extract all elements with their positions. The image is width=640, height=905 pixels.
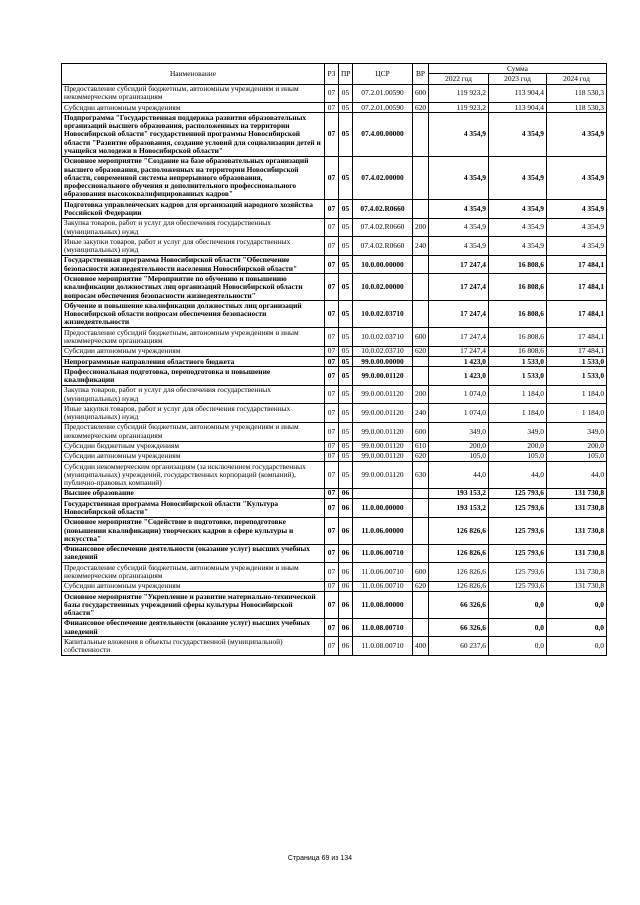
row-2024-cell: 4 354,9	[547, 237, 607, 256]
row-2023-cell: 16 808,6	[489, 274, 547, 301]
row-csr-cell: 07.4.02.00000	[353, 156, 413, 199]
row-vr-cell	[413, 200, 429, 219]
table-row	[62, 563, 607, 582]
row-pr-cell: 05	[339, 422, 353, 441]
row-csr-cell: 99.0.00.01120	[353, 422, 413, 441]
table-header	[62, 64, 607, 85]
row-vr-cell	[413, 255, 429, 274]
page-number: Страница 69 из 134	[287, 855, 353, 862]
row-2022-cell: 17 247,4	[429, 301, 489, 328]
row-2024-cell: 1 533,0	[547, 367, 607, 386]
row-2023-cell: 16 808,6	[489, 346, 547, 356]
row-pr-cell: 05	[339, 84, 353, 103]
row-name-cell: Основное мероприятие "Содействие в подготовке, переподготовке (повышении квалификации) творческих кадров в сфере культуры и искусства"	[62, 517, 325, 544]
row-csr-cell: 11.0.08.00710	[353, 637, 413, 656]
row-rz-cell: 07	[325, 517, 339, 544]
row-csr-cell: 07.2.01.00590	[353, 84, 413, 103]
row-2023-cell: 349,0	[489, 422, 547, 441]
row-2023-cell: 200,0	[489, 441, 547, 451]
table-row	[62, 499, 607, 518]
table-row	[62, 581, 607, 591]
row-vr-cell	[413, 156, 429, 199]
row-rz-cell: 07	[325, 103, 339, 113]
header-year-2024: 2024 год	[547, 74, 607, 84]
row-vr-cell	[413, 113, 429, 156]
row-name-cell: Субсидии автономным учреждениям	[62, 346, 325, 356]
row-csr-cell: 11.0.06.00000	[353, 517, 413, 544]
row-2024-cell: 131 730,8	[547, 581, 607, 591]
table-body	[62, 84, 607, 655]
row-2024-cell: 105,0	[547, 451, 607, 461]
row-pr-cell: 06	[339, 499, 353, 518]
row-csr-cell: 99.0.00.01120	[353, 451, 413, 461]
table-row	[62, 156, 607, 199]
row-name-cell: Закупка товаров, работ и услуг для обеспечения государственных (муниципальных) нужд	[62, 218, 325, 237]
row-2022-cell: 4 354,9	[429, 237, 489, 256]
row-name-cell: Предоставление субсидий бюджетным, автономным учреждениям и иным некоммерческим организациям	[62, 84, 325, 103]
header-name: Наименование	[62, 64, 325, 85]
row-name-cell: Субсидии автономным учреждениям	[62, 581, 325, 591]
row-csr-cell: 07.4.02.R0660	[353, 218, 413, 237]
row-vr-cell	[413, 499, 429, 518]
row-csr-cell: 11.0.08.00000	[353, 592, 413, 619]
row-2024-cell: 1 533,0	[547, 357, 607, 367]
row-pr-cell: 05	[339, 103, 353, 113]
row-2023-cell: 125 793,6	[489, 563, 547, 582]
row-pr-cell: 05	[339, 156, 353, 199]
row-2024-cell: 0,0	[547, 618, 607, 637]
table-row	[62, 200, 607, 219]
row-pr-cell: 05	[339, 218, 353, 237]
header-sum: Сумма	[429, 64, 607, 74]
row-csr-cell: 10.0.02.03710	[353, 328, 413, 347]
row-2024-cell: 4 354,9	[547, 113, 607, 156]
row-name-cell: Подготовка управленческих кадров для организаций народного хозяйства Российской Федерации	[62, 200, 325, 219]
row-csr-cell: 99.0.00.00000	[353, 357, 413, 367]
row-csr-cell: 07.4.02.R0660	[353, 237, 413, 256]
row-2024-cell: 17 484,1	[547, 301, 607, 328]
row-pr-cell: 06	[339, 544, 353, 563]
table-row	[62, 517, 607, 544]
row-rz-cell: 07	[325, 592, 339, 619]
row-vr-cell	[413, 301, 429, 328]
header-csr: ЦСР	[353, 64, 413, 85]
row-2024-cell: 200,0	[547, 441, 607, 451]
row-vr-cell: 620	[413, 103, 429, 113]
header-year-2022: 2022 год	[429, 74, 489, 84]
row-2024-cell: 0,0	[547, 592, 607, 619]
table-row	[62, 451, 607, 461]
row-rz-cell: 07	[325, 404, 339, 423]
table-row	[62, 274, 607, 301]
row-csr-cell: 10.0.00.00000	[353, 255, 413, 274]
row-rz-cell: 07	[325, 301, 339, 328]
row-2023-cell: 44,0	[489, 462, 547, 489]
table-row	[62, 592, 607, 619]
row-name-cell: Непрограммные направления областного бюджета	[62, 357, 325, 367]
row-2024-cell: 0,0	[547, 637, 607, 656]
row-2022-cell: 126 826,6	[429, 517, 489, 544]
table-row	[62, 367, 607, 386]
row-2022-cell: 17 247,4	[429, 274, 489, 301]
row-2023-cell: 16 808,6	[489, 301, 547, 328]
row-name-cell: Субсидии бюджетным учреждениям	[62, 441, 325, 451]
table-row	[62, 488, 607, 498]
row-2024-cell: 131 730,8	[547, 544, 607, 563]
table-row	[62, 422, 607, 441]
row-2024-cell: 17 484,1	[547, 255, 607, 274]
row-2022-cell: 126 826,6	[429, 544, 489, 563]
row-2023-cell: 16 808,6	[489, 328, 547, 347]
row-vr-cell	[413, 488, 429, 498]
row-vr-cell	[413, 274, 429, 301]
row-2023-cell: 4 354,9	[489, 200, 547, 219]
row-2022-cell: 17 247,4	[429, 346, 489, 356]
row-csr-cell: 07.2.01.00590	[353, 103, 413, 113]
row-2022-cell: 17 247,4	[429, 328, 489, 347]
row-2024-cell: 44,0	[547, 462, 607, 489]
row-name-cell: Обучение и повышение квалификации должностных лиц организаций Новосибирской области вопросам обеспечения безопасности жизнедеятельности	[62, 301, 325, 328]
row-2024-cell: 131 730,8	[547, 563, 607, 582]
row-csr-cell: 11.0.08.00710	[353, 618, 413, 637]
row-rz-cell: 07	[325, 113, 339, 156]
row-2023-cell: 113 904,4	[489, 84, 547, 103]
table-row	[62, 544, 607, 563]
row-csr-cell: 11.0.06.00710	[353, 581, 413, 591]
row-rz-cell: 07	[325, 367, 339, 386]
row-rz-cell: 07	[325, 237, 339, 256]
row-name-cell: Субсидии автономным учреждениям	[62, 103, 325, 113]
row-2024-cell: 4 354,9	[547, 218, 607, 237]
table-row	[62, 328, 607, 347]
row-2023-cell: 4 354,9	[489, 218, 547, 237]
row-rz-cell: 07	[325, 156, 339, 199]
row-csr-cell: 99.0.00.01120	[353, 404, 413, 423]
row-vr-cell: 620	[413, 346, 429, 356]
row-vr-cell: 600	[413, 84, 429, 103]
row-2022-cell: 4 354,9	[429, 200, 489, 219]
row-2022-cell: 119 923,2	[429, 84, 489, 103]
row-2022-cell: 200,0	[429, 441, 489, 451]
row-rz-cell: 07	[325, 618, 339, 637]
row-name-cell: Высшее образование	[62, 488, 325, 498]
row-csr-cell: 99.0.00.01120	[353, 441, 413, 451]
table-row	[62, 637, 607, 656]
row-pr-cell: 05	[339, 441, 353, 451]
row-vr-cell: 620	[413, 451, 429, 461]
row-rz-cell: 07	[325, 274, 339, 301]
row-csr-cell: 11.0.06.00710	[353, 563, 413, 582]
table-row	[62, 357, 607, 367]
row-rz-cell: 07	[325, 422, 339, 441]
row-pr-cell: 05	[339, 301, 353, 328]
row-2023-cell: 125 793,6	[489, 581, 547, 591]
row-name-cell: Иные закупки товаров, работ и услуг для обеспечения государственных (муниципальных) нужд	[62, 237, 325, 256]
row-2023-cell: 16 808,6	[489, 255, 547, 274]
row-2022-cell: 193 153,2	[429, 488, 489, 498]
row-2023-cell: 4 354,9	[489, 156, 547, 199]
row-pr-cell: 05	[339, 255, 353, 274]
row-2023-cell: 1 184,0	[489, 404, 547, 423]
row-rz-cell: 07	[325, 462, 339, 489]
row-2022-cell: 1 074,0	[429, 404, 489, 423]
row-csr-cell: 10.0.02.03710	[353, 346, 413, 356]
row-rz-cell: 07	[325, 441, 339, 451]
row-2024-cell: 17 484,1	[547, 328, 607, 347]
table-row	[62, 462, 607, 489]
row-2022-cell: 126 826,6	[429, 563, 489, 582]
row-rz-cell: 07	[325, 200, 339, 219]
row-2022-cell: 4 354,9	[429, 113, 489, 156]
row-pr-cell: 06	[339, 581, 353, 591]
header-pr: ПР	[339, 64, 353, 85]
row-2024-cell: 131 730,8	[547, 488, 607, 498]
row-2024-cell: 17 484,1	[547, 346, 607, 356]
row-2023-cell: 125 793,6	[489, 544, 547, 563]
row-2023-cell: 1 533,0	[489, 367, 547, 386]
row-name-cell: Основное мероприятие "Укрепление и развитие материально-технической базы государственных учреждений сферы культуры Новосибирской области"	[62, 592, 325, 619]
row-vr-cell	[413, 367, 429, 386]
row-2023-cell: 113 904,4	[489, 103, 547, 113]
row-2023-cell: 0,0	[489, 592, 547, 619]
row-csr-cell: 11.0.00.00000	[353, 499, 413, 518]
row-vr-cell: 200	[413, 218, 429, 237]
row-rz-cell: 07	[325, 581, 339, 591]
row-2022-cell: 349,0	[429, 422, 489, 441]
header-year-2023: 2023 год	[489, 74, 547, 84]
row-rz-cell: 07	[325, 84, 339, 103]
row-2023-cell: 105,0	[489, 451, 547, 461]
table-row	[62, 113, 607, 156]
row-name-cell: Государственная программа Новосибирской области "Культура Новосибирской области"	[62, 499, 325, 518]
row-2024-cell: 1 184,0	[547, 385, 607, 404]
row-rz-cell: 07	[325, 544, 339, 563]
row-2022-cell: 17 247,4	[429, 255, 489, 274]
row-csr-cell: 11.0.06.00710	[353, 544, 413, 563]
row-pr-cell: 05	[339, 346, 353, 356]
row-pr-cell: 05	[339, 462, 353, 489]
row-name-cell: Предоставление субсидий бюджетным, автономным учреждениям и иным некоммерческим организациям	[62, 422, 325, 441]
row-2022-cell: 66 326,6	[429, 592, 489, 619]
table-row	[62, 301, 607, 328]
row-rz-cell: 07	[325, 346, 339, 356]
row-2022-cell: 119 923,2	[429, 103, 489, 113]
row-2023-cell: 125 793,6	[489, 517, 547, 544]
row-name-cell: Финансовое обеспечение деятельности (оказание услуг) высших учебных заведений	[62, 544, 325, 563]
row-2024-cell: 1 184,0	[547, 404, 607, 423]
row-rz-cell: 07	[325, 357, 339, 367]
row-vr-cell: 240	[413, 404, 429, 423]
row-vr-cell: 610	[413, 441, 429, 451]
row-vr-cell: 400	[413, 637, 429, 656]
row-pr-cell: 06	[339, 488, 353, 498]
header-vr: ВР	[413, 64, 429, 85]
row-2024-cell: 17 484,1	[547, 274, 607, 301]
row-pr-cell: 05	[339, 404, 353, 423]
row-vr-cell	[413, 544, 429, 563]
table-row	[62, 441, 607, 451]
row-name-cell: Профессиональная подготовка, переподготовка и повышение квалификации	[62, 367, 325, 386]
row-rz-cell: 07	[325, 385, 339, 404]
row-2022-cell: 4 354,9	[429, 156, 489, 199]
row-name-cell: Субсидии автономным учреждениям	[62, 451, 325, 461]
row-pr-cell: 06	[339, 517, 353, 544]
table-row	[62, 385, 607, 404]
header-rz: РЗ	[325, 64, 339, 85]
row-name-cell: Предоставление субсидий бюджетным, автономным учреждениям и иным некоммерческим организациям	[62, 563, 325, 582]
row-pr-cell: 06	[339, 637, 353, 656]
budget-table	[61, 63, 607, 656]
row-csr-cell: 07.4.02.R0660	[353, 200, 413, 219]
row-rz-cell: 07	[325, 218, 339, 237]
row-rz-cell: 07	[325, 563, 339, 582]
row-rz-cell: 07	[325, 499, 339, 518]
row-pr-cell: 05	[339, 113, 353, 156]
row-pr-cell: 05	[339, 367, 353, 386]
row-name-cell: Предоставление субсидий бюджетным, автономным учреждениям и иным некоммерческим организациям	[62, 328, 325, 347]
row-name-cell: Основное мероприятие "Создание на базе образовательных организаций высшего образования, расположенных на территории Новосибирской области, современной системы непрерывного образования, профессионального обучения и дополнительного профессионального образования высококвалифицированных кадров"	[62, 156, 325, 199]
row-csr-cell: 07.4.00.00000	[353, 113, 413, 156]
row-rz-cell: 07	[325, 328, 339, 347]
row-rz-cell: 07	[325, 637, 339, 656]
row-vr-cell	[413, 592, 429, 619]
row-2023-cell: 125 793,6	[489, 488, 547, 498]
row-2024-cell: 131 730,8	[547, 499, 607, 518]
row-vr-cell	[413, 357, 429, 367]
row-vr-cell: 600	[413, 328, 429, 347]
row-vr-cell: 620	[413, 581, 429, 591]
row-2023-cell: 125 793,6	[489, 499, 547, 518]
row-2024-cell: 118 530,3	[547, 84, 607, 103]
row-2022-cell: 1 423,0	[429, 367, 489, 386]
row-pr-cell: 05	[339, 357, 353, 367]
row-2024-cell: 118 530,3	[547, 103, 607, 113]
table-row	[62, 255, 607, 274]
row-vr-cell: 200	[413, 385, 429, 404]
row-pr-cell: 06	[339, 563, 353, 582]
row-name-cell: Финансовое обеспечение деятельности (оказание услуг) высших учебных заведений	[62, 618, 325, 637]
row-2023-cell: 4 354,9	[489, 113, 547, 156]
row-2023-cell: 4 354,9	[489, 237, 547, 256]
table-row	[62, 237, 607, 256]
row-vr-cell: 630	[413, 462, 429, 489]
row-name-cell: Основное мероприятие "Мероприятие по обучению и повышению квалификации должностных лиц организаций Новосибирской области вопросам обеспечения безопасности жизнедеятельности"	[62, 274, 325, 301]
row-2022-cell: 105,0	[429, 451, 489, 461]
table-row	[62, 404, 607, 423]
row-2022-cell: 60 237,6	[429, 637, 489, 656]
row-rz-cell: 07	[325, 488, 339, 498]
row-pr-cell: 05	[339, 385, 353, 404]
row-2022-cell: 1 074,0	[429, 385, 489, 404]
row-name-cell: Иные закупки товаров, работ и услуг для обеспечения государственных (муниципальных) нужд	[62, 404, 325, 423]
row-csr-cell	[353, 488, 413, 498]
row-vr-cell	[413, 517, 429, 544]
row-2023-cell: 0,0	[489, 618, 547, 637]
row-2024-cell: 4 354,9	[547, 156, 607, 199]
row-2022-cell: 1 423,0	[429, 357, 489, 367]
row-csr-cell: 10.0.02.03710	[353, 301, 413, 328]
row-name-cell: Капитальные вложения в объекты государственной (муниципальной) собственности	[62, 637, 325, 656]
row-pr-cell: 05	[339, 237, 353, 256]
row-rz-cell: 07	[325, 255, 339, 274]
row-pr-cell: 06	[339, 592, 353, 619]
row-2022-cell: 126 826,6	[429, 581, 489, 591]
row-2023-cell: 0,0	[489, 637, 547, 656]
row-2022-cell: 193 153,2	[429, 499, 489, 518]
row-pr-cell: 05	[339, 451, 353, 461]
table-row	[62, 346, 607, 356]
row-vr-cell: 240	[413, 237, 429, 256]
row-name-cell: Закупка товаров, работ и услуг для обеспечения государственных (муниципальных) нужд	[62, 385, 325, 404]
row-csr-cell: 10.0.02.00000	[353, 274, 413, 301]
row-2024-cell: 349,0	[547, 422, 607, 441]
row-2023-cell: 1 533,0	[489, 357, 547, 367]
row-rz-cell: 07	[325, 451, 339, 461]
row-pr-cell: 05	[339, 200, 353, 219]
table-row	[62, 618, 607, 637]
row-csr-cell: 99.0.00.01120	[353, 385, 413, 404]
row-csr-cell: 99.0.00.01120	[353, 367, 413, 386]
row-2023-cell: 1 184,0	[489, 385, 547, 404]
row-2022-cell: 66 326,6	[429, 618, 489, 637]
row-pr-cell: 06	[339, 618, 353, 637]
row-2022-cell: 44,0	[429, 462, 489, 489]
row-vr-cell: 600	[413, 563, 429, 582]
row-name-cell: Государственная программа Новосибирской области "Обеспечение безопасности жизнедеятельности населения Новосибирской области"	[62, 255, 325, 274]
row-csr-cell: 99.0.00.01120	[353, 462, 413, 489]
row-pr-cell: 05	[339, 274, 353, 301]
row-pr-cell: 05	[339, 328, 353, 347]
row-vr-cell	[413, 618, 429, 637]
table-row	[62, 218, 607, 237]
table-row	[62, 103, 607, 113]
row-2024-cell: 131 730,8	[547, 517, 607, 544]
row-name-cell: Субсидии некоммерческим организациям (за исключением государственных (муниципальных) учреждений, государственных корпораций (компаний), публично-правовых компаний)	[62, 462, 325, 489]
row-vr-cell: 600	[413, 422, 429, 441]
row-name-cell: Подпрограмма "Государственная поддержка развития образовательных организаций высшего образования, расположенных на территории Новосибирской области" государственной программы Новосибирской области "Развитие образования, создание условий для социализации детей и учащейся молодежи в Новосибирской области"	[62, 113, 325, 156]
table-row	[62, 84, 607, 103]
row-2024-cell: 4 354,9	[547, 200, 607, 219]
row-2022-cell: 4 354,9	[429, 218, 489, 237]
